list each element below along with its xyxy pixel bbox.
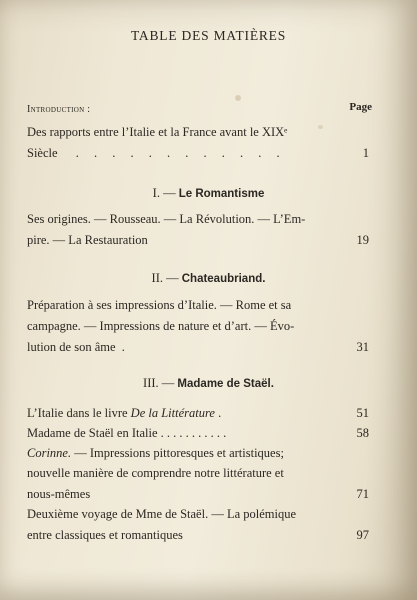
section-heading <box>0 186 417 201</box>
toc-entry-line: Préparation à ses impressions d’Italie. — Rome et sa <box>27 298 292 312</box>
section-numeral: I. — <box>152 186 176 200</box>
toc-entry-line <box>27 486 369 503</box>
toc-entry-line: campagne. — Impressions de nature et d’art. — Évo- <box>27 319 295 333</box>
toc-entry-text: nous-mêmes <box>27 487 91 501</box>
toc-entry-line <box>27 527 369 544</box>
toc-entry-line: Deuxième voyage de Mme de Staël. — La polémique <box>27 507 297 521</box>
intro-label: Introduction : <box>27 104 91 115</box>
page-number: 51 <box>356 406 369 420</box>
toc-entry-line: Ses origines. — Rousseau. — La Révolution. — L’Em- <box>27 212 306 226</box>
page-number: 58 <box>356 426 369 440</box>
toc-entry-italic: De la Littérature <box>130 406 215 420</box>
section-numeral: III. — <box>143 376 175 390</box>
toc-entry-line: lution de son âme . 31 <box>27 340 369 354</box>
toc-entry-text: pire. — La Restauration <box>27 233 148 247</box>
toc-entry-text: Madame de Staël en Italie <box>27 426 158 440</box>
page-title: TABLE DES MATIÈRES <box>130 28 287 43</box>
section-name: Madame de Staël. <box>177 378 274 390</box>
toc-entry-line <box>27 232 369 249</box>
toc-entry-text: lution de son âme <box>27 340 116 354</box>
toc-entry-italic: Corinne. <box>27 446 72 460</box>
page-number: 97 <box>356 528 369 542</box>
page-number: 71 <box>356 487 369 501</box>
section-heading <box>0 376 417 391</box>
page-column-header: Page <box>349 101 372 113</box>
section-heading <box>0 271 417 286</box>
toc-entry-line: Des rapports entre l’Italie et la France avant le XIXᵉ <box>27 125 288 139</box>
section-numeral: II. — <box>151 271 179 285</box>
page-number: 1 <box>362 146 369 160</box>
section-name: Le Romantisme <box>178 188 265 200</box>
toc-entry-text: L’Italie dans le livre <box>27 406 131 420</box>
toc-entry-line: L’Italie dans le livre De la Littérature . 51 <box>27 406 369 420</box>
section-name: Chateaubriand. <box>181 273 266 285</box>
toc-entry-line: Siècle . . . . . . . . . . . . 1 <box>27 146 369 160</box>
toc-entry-text: Siècle <box>27 146 58 160</box>
toc-entry-text: — Impressions pittoresques et artistiques; <box>71 446 284 460</box>
toc-entry-line: nouvelle manière de comprendre notre littérature et <box>27 466 284 480</box>
page-number: 31 <box>356 340 369 354</box>
toc-entry-line <box>27 445 369 462</box>
page-number: 19 <box>356 233 369 247</box>
toc-entry-line: Madame de Staël en Italie . . . . . . . . . . . 58 <box>27 426 369 440</box>
toc-entry-text: entre classiques et romantiques <box>27 528 183 542</box>
